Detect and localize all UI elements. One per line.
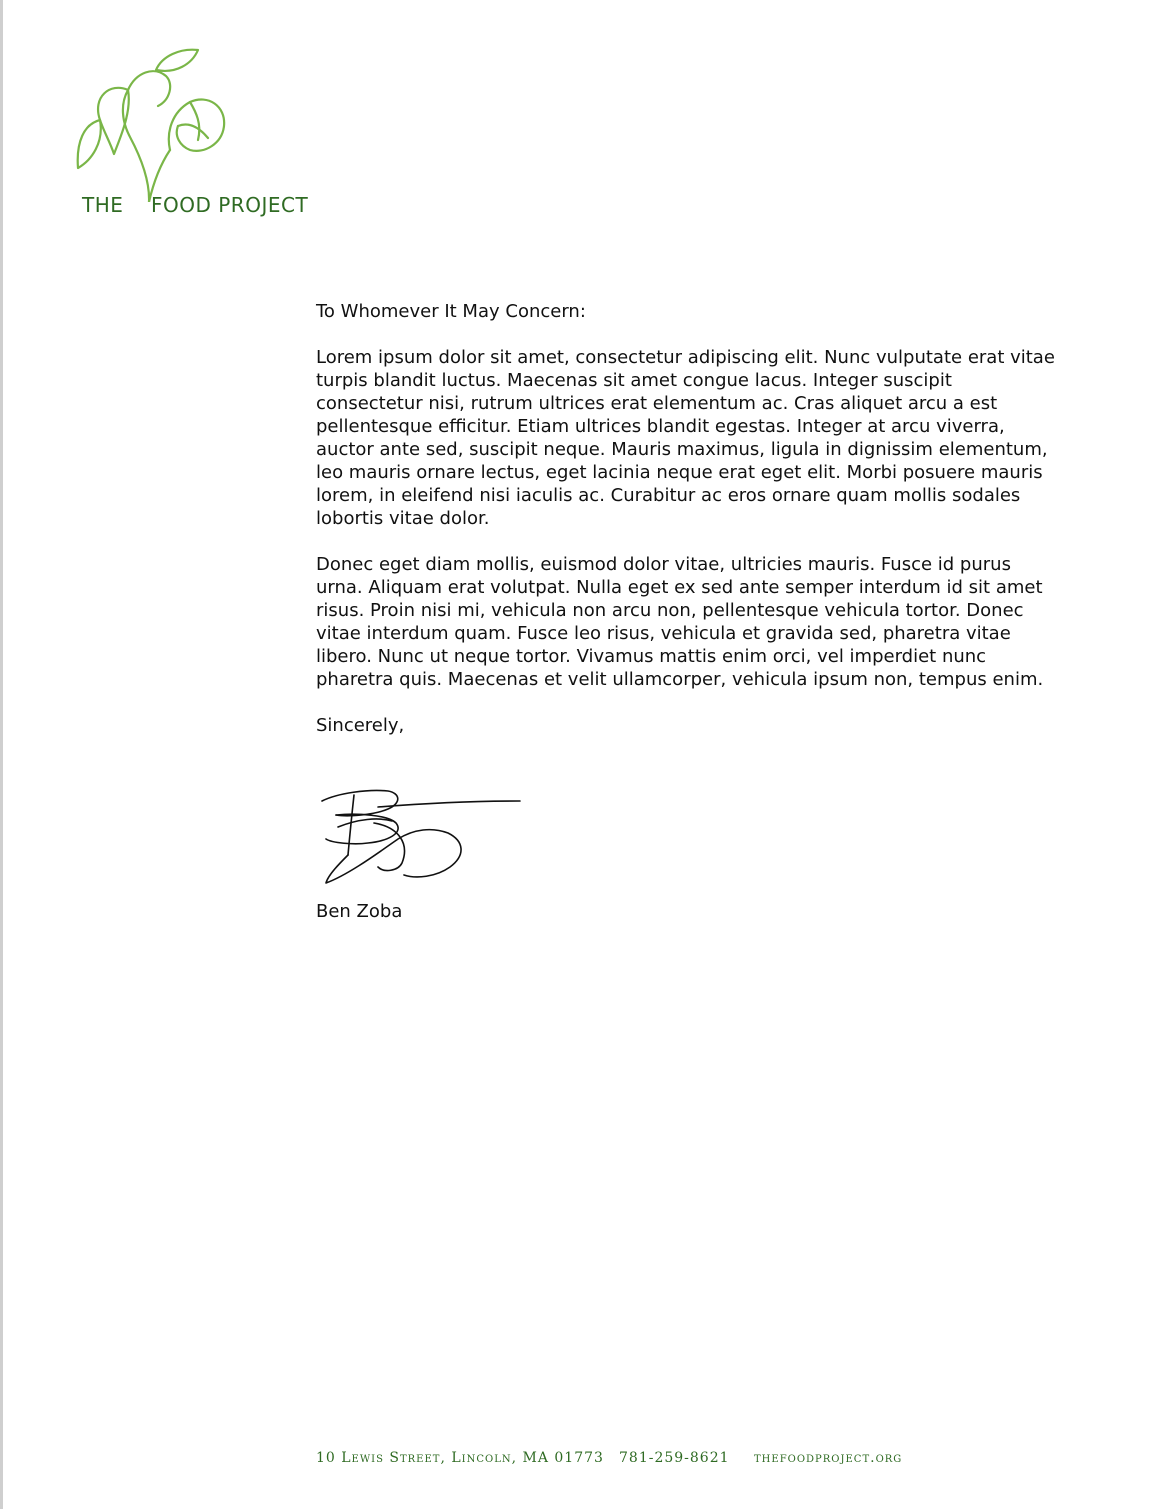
letter-paragraph-1: Lorem ipsum dolor sit amet, consectetur adipiscing elit. Nunc vulputate erat vitae turpis blandit luctus. Maecenas sit amet congue lacus. Integer suscipit consectetur nisi, rutrum ultrices erat elementum ac. Cras aliquet arcu a est pellentesque efficitur. Etiam ultrices blandit egestas. Integer at arcu viverra, auctor ante sed, suscipit neque. Mauris maximus, ligula in dignissim elementum, leo mauris ornare lectus, eget lacinia neque erat eget elit. Morbi posuere mauris lorem, in eleifend nisi iaculis ac. Curabitur ac eros ornare quam mollis sodales lobortis vitae dolor.	[316, 347, 1055, 529]
logo-word-food-project: FOOD PROJECT	[151, 193, 309, 217]
letter-paragraph-2: Donec eget diam mollis, euismod dolor vitae, ultricies mauris. Fusce id purus urna. Aliquam erat volutpat. Nulla eget ex sed ante semper interdum id sit amet risus. Proin nisi mi, vehicula non arcu non, pellentesque vehicula tortor. Donec vitae interdum quam. Fusce leo risus, vehicula et gravida sed, pharetra vitae libero. Nunc ut neque tortor. Vivamus mattis enim orci, vel imperdiet nunc pharetra quis. Maecenas et velit ullamcorper, vehicula ipsum non, tempus enim.	[316, 554, 1044, 690]
letterhead-footer	[0, 1450, 1174, 1474]
sprout-logo-icon	[70, 42, 250, 202]
footer-website: thefoodproject.org	[754, 1450, 903, 1466]
footer-address: 10 Lewis Street, Lincoln, MA 01773	[316, 1450, 604, 1466]
closing: Sincerely,	[316, 715, 405, 736]
food-project-logo	[70, 42, 330, 222]
letter-body	[316, 300, 1076, 737]
signer-name: Ben Zoba	[316, 901, 403, 922]
signature-image	[318, 783, 528, 893]
salutation: To Whomever It May Concern:	[316, 301, 586, 322]
page-edge	[0, 0, 3, 1509]
footer-phone: 781-259-8621	[619, 1450, 730, 1466]
logo-word-the: THE	[82, 193, 124, 217]
